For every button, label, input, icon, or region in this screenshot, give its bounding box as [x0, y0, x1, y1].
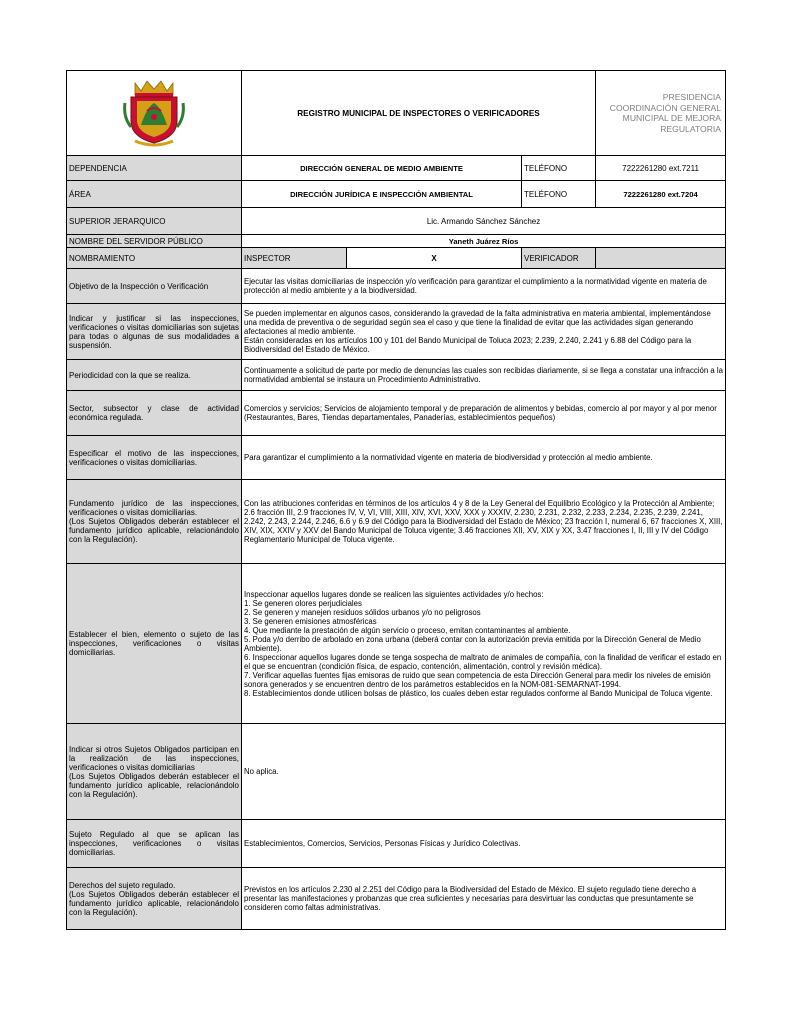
- bien-list-item: 8. Establecimientos donde utilicen bolsas de plástico, los cuales deben estar regulados conforme al Bando Municipal de Toluca vigente.: [244, 688, 713, 698]
- nombramiento-label: NOMBRAMIENTO: [67, 248, 242, 269]
- dependencia-label: DEPENDENCIA: [67, 156, 242, 181]
- servidor-label: NOMBRE DEL SERVIDOR PÚBLICO: [67, 235, 242, 248]
- presidencia-line: COORDINACIÓN GENERAL: [609, 102, 722, 113]
- presidencia-line: MUNICIPAL DE MEJORA: [622, 113, 722, 123]
- bien-list-item: 6. Inspeccionar aquellos lugares donde se tenga sospecha de maltrato de animales de compañía, con la finalidad de verificar el estado en el que se encuentran (condición física, de espacio, contención, alimentación, control y revisión médica).: [244, 652, 722, 671]
- inspector-label: INSPECTOR: [242, 248, 347, 269]
- dependencia-phone-label: TELÉFONO: [522, 156, 596, 181]
- justificar-value-2: Están consideradas en los artículos 100 y 101 del Bando Municipal de Toluca 2023; 2.239, 2.240, 2.241 y 6.88 del Código para la Biodiversidad del Estado de México.: [244, 336, 692, 354]
- bien-list-item: 1. Se generen olores perjudiciales: [244, 598, 362, 608]
- presidencia-line: REGULATORIA: [660, 123, 722, 134]
- presidencia-line: PRESIDENCIA: [662, 92, 722, 102]
- justificar-label: Indicar y justificar si las inspecciones, verificaciones o visitas domiciliarias son sujetas para todas o algunas de sus modalidades a suspensión.: [67, 304, 242, 360]
- form-title: REGISTRO MUNICIPAL DE INSPECTORES O VERIFICADORES: [242, 71, 596, 156]
- verificador-label: VERIFICADOR: [522, 248, 596, 269]
- sujeto-value: Establecimientos, Comercios, Servicios, Personas Físicas y Jurídico Colectivas.: [242, 820, 726, 868]
- superior-value: Lic. Armando Sánchez Sánchez: [242, 208, 726, 235]
- motivo-value: Para garantizar el cumplimiento a la normatividad vigente en materia de biodiversidad y protección al medio ambiente.: [242, 436, 726, 480]
- area-value: DIRECCIÓN JURÍDICA E INSPECCIÓN AMBIENTAL: [242, 181, 522, 208]
- objetivo-value: Ejecutar las visitas domiciliarias de inspección y/o verificación para garantizar el cumplimiento a la normatividad vigente en materia de protección al medio ambiente y a la biodiversidad.: [242, 269, 726, 304]
- logo-cell: [67, 71, 242, 156]
- justificar-value-cell: [242, 304, 726, 360]
- sector-label: Sector, subsector y clase de actividad económica regulada.: [67, 391, 242, 436]
- bien-list-item: 7. Verificar aquellas fuentes fijas emisoras de ruido que sean competencia de esta Dirección General para medir los niveles de emisión sonora generados y se encuentren dentro de los parámetros establecidos en la NOM-081-SEMARNAT-1994.: [244, 670, 711, 689]
- sujeto-label: Sujeto Regulado al que se aplican las inspecciones, verificaciones o visitas domiciliarias.: [67, 820, 242, 868]
- bien-value-cell: [242, 564, 726, 724]
- periodicidad-value: Continuamente a solicitud de parte por medio de denuncias las cuales son recibidas diariamente, si se llega a constatar una infracción a la normatividad ambiental se instaura un Procedimiento Administrativo.: [242, 360, 726, 391]
- bien-list-item: 3. Se generen emisiones atmosféricas: [244, 616, 377, 626]
- bien-list-item: 5. Poda y/o derribo de arbolado en zona urbana (deberá contar con la autorización previa emitida por la Dirección General de Medio Ambiente).: [244, 634, 701, 653]
- dependencia-phone-value: 7222261280 ext.7211: [596, 156, 726, 181]
- servidor-value: Yaneth Juárez Ríos: [242, 235, 726, 248]
- dependencia-value: DIRECCIÓN GENERAL DE MEDIO AMBIENTE: [242, 156, 522, 181]
- toluca-coat-of-arms-logo: [121, 77, 187, 147]
- motivo-label: Especificar el motivo de las inspecciones, verificaciones o visitas domiciliarias.: [67, 436, 242, 480]
- otros-value: No aplica.: [242, 724, 726, 820]
- area-phone-label: TELÉFONO: [522, 181, 596, 208]
- sector-value: Comercios y servicios; Servicios de alojamiento temporal y de preparación de alimentos y bebidas, comercio al por mayor y al por menor (Restaurantes, Bares, Tiendas departamentales, Panaderías, establecimientos pequeños): [242, 391, 726, 436]
- bien-list-item: 2. Se generen y manejen residuos sólidos urbanos y/o no peligrosos: [244, 607, 481, 617]
- superior-label: SUPERIOR JERARQUICO: [67, 208, 242, 235]
- inspector-mark: X: [347, 248, 522, 269]
- derechos-value: Previstos en los artículos 2.230 al 2.251 del Código para la Biodiversidad del Estado de México. El sujeto regulado tiene derecho a presentar las manifestaciones y probanzas que crea suficientes y necesarias para desvirtuar las conductas que presuntamente se consideren como faltas administrativas.: [242, 868, 726, 930]
- otros-label: Indicar si otros Sujetos Obligados participan en la realización de las inspecciones, verificaciones o visitas domiciliarias (Los Sujetos Obligados deberán establecer el fundamento jurídico aplicable, relacionándolo con la Regulación).: [67, 724, 242, 820]
- bien-list-item: 4. Que mediante la prestación de algún servicio o proceso, emitan contaminantes al ambiente.: [244, 625, 571, 635]
- bien-label: Establecer el bien, elemento o sujeto de las inspecciones, verificaciones o visitas domiciliarias.: [67, 564, 242, 724]
- derechos-label: Derechos del sujeto regulado. (Los Sujetos Obligados deberán establecer el fundamento jurídico aplicable, relacionándolo con la Regulación).: [67, 868, 242, 930]
- verificador-value: [596, 248, 726, 269]
- periodicidad-label: Periodicidad con la que se realiza.: [67, 360, 242, 391]
- justificar-value: Se pueden implementar en algunos casos, considerando la gravedad de la falta administrativa en materia ambiental, implementándose una medida de preventiva o de seguridad según sea el caso y que tiene la finalidad de evitar que las actividades sigan generando afectaciones al medio ambiente.: [244, 309, 711, 336]
- objetivo-label: Objetivo de la Inspección o Verificación: [67, 269, 242, 304]
- bien-intro: Inspeccionar aquellos lugares donde se realicen las siguientes actividades y/o hechos:: [244, 589, 544, 599]
- area-label: ÁREA: [67, 181, 242, 208]
- area-phone-value: 7222261280 ext.7204: [596, 181, 726, 208]
- presidencia-heading: [596, 71, 726, 156]
- inspector-registry-form: [66, 70, 726, 930]
- fundamento-label: Fundamento jurídico de las inspecciones, verificaciones o visitas domiciliarias. (Los Sujetos Obligados deberán establecer el fundamento jurídico aplicable, relacionándolo con la Regulación).: [67, 480, 242, 564]
- fundamento-value: Con las atribuciones conferidas en términos de los artículos 4 y 8 de la Ley General del Equilibrio Ecológico y la Protección al Ambiente; 2.6 fracción III, 2.9 fracciones IV, V, VI, VIII, XIII, XIV, XVI, XXV, XXX y XXXIV, 2.230, 2.231, 2.232, 2.233, 2.234, 2.235, 2.239, 2.241, 2.242, 2.243, 2.244, 2.246, 6.6 y 6.9 del Código para la Biodiversidad del Estado de México; 23 fracción I, numeral 6, 67 fracciones X, XIII, XIV, XIX, XXIV y XXV del Bando Municipal de Toluca vigente; 3.46 fracciones XII, XV, XIX y XX, 3.47 fracciones I, II, III y IV del Código Reglamentario Municipal de Toluca vigente.: [242, 480, 726, 564]
